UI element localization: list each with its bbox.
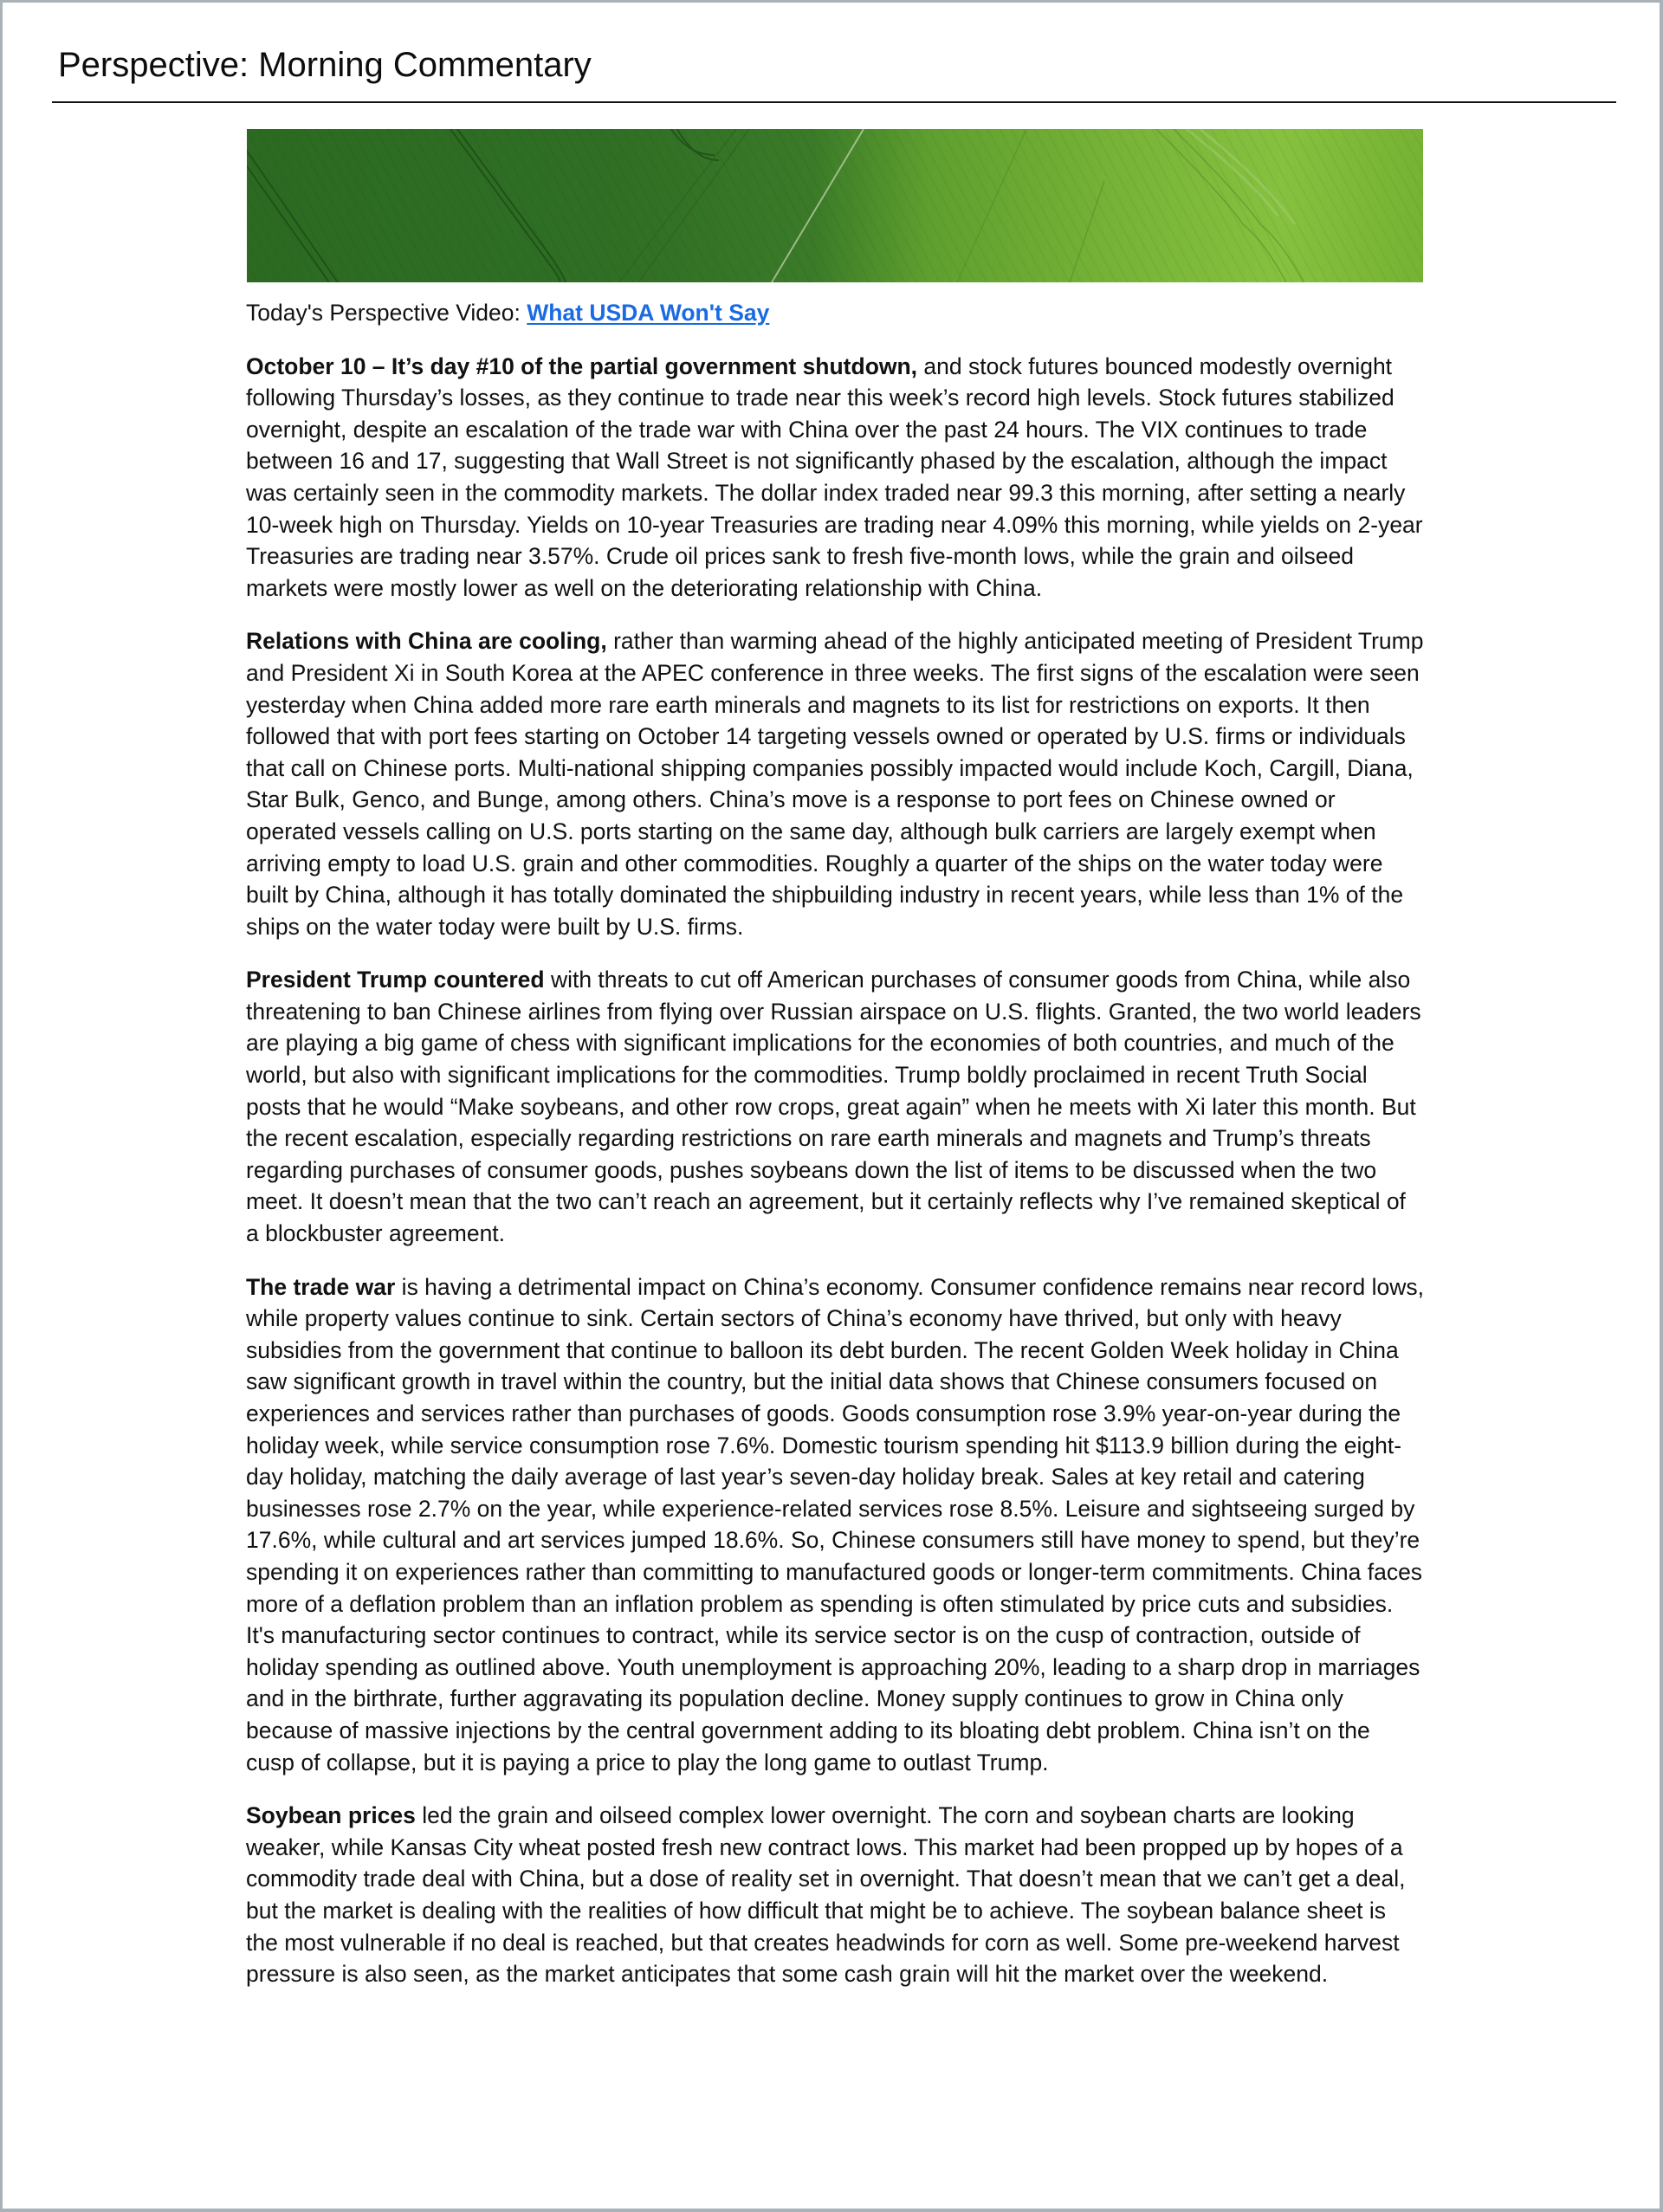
- paragraph-trade-war: [246, 1271, 1424, 1779]
- paragraph-text: with threats to cut off American purchases of consumer goods from China, while also threatening to ban Chinese airlines from flying over Russian airspace on U.S. flights. Granted, the two world leaders are playing a big game of chess with significant implications for the economies of both countries, and much of the world, but also with significant implications for the commodities. Trump boldly proclaimed in recent Truth Social posts that he would “Make soybeans, and other row crops, great again” when he meets with Xi later this month. But the recent escalation, especially regarding restrictions on rare earth minerals and magnets and Trump’s threats regarding purchases of consumer goods, pushes soybeans down the list of items to be discussed when the two meet. It doesn’t mean that the two can’t reach an agreement, but it certainly reflects why I’ve remained skeptical of a blockbuster agreement.: [246, 967, 1421, 1247]
- paragraph-lead: The trade war: [246, 1273, 396, 1300]
- paragraph-lead: Relations with China are cooling,: [246, 628, 607, 655]
- paragraph-shutdown: [246, 351, 1424, 605]
- video-link[interactable]: What USDA Won't Say: [527, 300, 770, 326]
- field-banner-image: [247, 129, 1423, 282]
- article-body: [246, 297, 1424, 2012]
- paragraph-lead: Soybean prices: [246, 1802, 416, 1829]
- paragraph-soybean-prices: [246, 1800, 1424, 1990]
- page-title: Perspective: Morning Commentary: [58, 46, 592, 84]
- paragraph-text: rather than warming ahead of the highly anticipated meeting of President Trump and President Xi in South Korea at the APEC conference in three weeks. The first signs of the escalation were seen yesterday when China added more rare earth minerals and magnets to its list for restrictions on exports. It then followed that with port fees starting on October 14 targeting vessels owned or operated by U.S. firms or individuals that call on Chinese ports. Multi-national shipping companies possibly impacted would include Koch, Cargill, Diana, Star Bulk, Genco, and Bunge, among others. China’s move is a response to port fees on Chinese owned or operated vessels calling on U.S. ports starting on the same day, although bulk carriers are largely exempt when arriving empty to load U.S. grain and other commodities. Roughly a quarter of the ships on the water today were built by China, although it has totally dominated the shipbuilding industry in recent years, while less than 1% of the ships on the water today were built by U.S. firms.: [246, 628, 1424, 940]
- paragraph-text: and stock futures bounced modestly overnight following Thursday’s losses, as they continue to trade near this week’s record high levels. Stock futures stabilized overnight, despite an escalation of the trade war with China over the past 24 hours. The VIX continues to trade between 16 and 17, suggesting that Wall Street is not significantly phased by the escalation, although the impact was certainly seen in the commodity markets. The dollar index traded near 99.3 this morning, after setting a nearly 10-week high on Thursday. Yields on 10-year Treasuries are trading near 4.09% this morning, while yields on 2-year Treasuries are trading near 3.57%. Crude oil prices sank to fresh five-month lows, while the grain and oilseed markets were mostly lower as well on the deteriorating relationship with China.: [246, 352, 1423, 601]
- paragraph-china-relations: [246, 625, 1424, 942]
- video-label: Today's Perspective Video:: [246, 300, 527, 326]
- paragraph-text: led the grain and oilseed complex lower overnight. The corn and soybean charts are looking weaker, while Kansas City wheat posted fresh new contract lows. This market had been propped up by hopes of a commodity trade deal with China, but a dose of reality set in overnight. That doesn’t mean that we can’t get a deal, but the market is dealing with the realities of how difficult that might be to achieve. The soybean balance sheet is the most vulnerable if no deal is reached, but that creates headwinds for corn as well. Some pre-weekend harvest pressure is also seen, as the market anticipates that some cash grain will hit the market over the weekend.: [246, 1802, 1406, 1988]
- paragraph-lead: October 10 – It’s day #10 of the partial government shutdown,: [246, 352, 918, 379]
- paragraph-trump-countered: [246, 964, 1424, 1249]
- paragraph-text: is having a detrimental impact on China’s economy. Consumer confidence remains near record lows, while property values continue to sink. Certain sectors of China’s economy have thrived, but only with heavy subsidies from the government that continue to balloon its debt burden. The recent Golden Week holiday in China saw significant growth in travel within the country, but the initial data shows that Chinese consumers focused on experiences and services rather than purchases of goods. Goods consumption rose 3.9% year-on-year during the holiday week, while service consumption rose 7.6%. Domestic tourism spending hit $113.9 billion during the eight-day holiday, matching the daily average of last year’s seven-day holiday break. Sales at key retail and catering businesses rose 2.7% on the year, while experience-related services rose 8.5%. Leisure and sightseeing surged by 17.6%, while cultural and art services jumped 18.6%. So, Chinese consumers still have money to spend, but they’re spending it on experiences rather than committing to manufactured goods or longer-term commitments. China faces more of a deflation problem than an inflation problem as spending is often stimulated by price cuts and subsidies. It's manufacturing sector continues to contract, while its service sector is on the cusp of contraction, outside of holiday spending as outlined above. Youth unemployment is approaching 20%, leading to a sharp drop in marriages and in the birthrate, further aggravating its population decline. Money supply continues to grow in China only because of massive injections by the central government adding to its bloating debt problem. China isn’t on the cusp of collapse, but it is paying a price to play the long game to outlast Trump.: [246, 1273, 1424, 1775]
- field-texture-graphic: [247, 129, 1423, 282]
- video-line: [246, 297, 1424, 329]
- paragraph-lead: President Trump countered: [246, 967, 545, 993]
- title-divider: [52, 101, 1616, 103]
